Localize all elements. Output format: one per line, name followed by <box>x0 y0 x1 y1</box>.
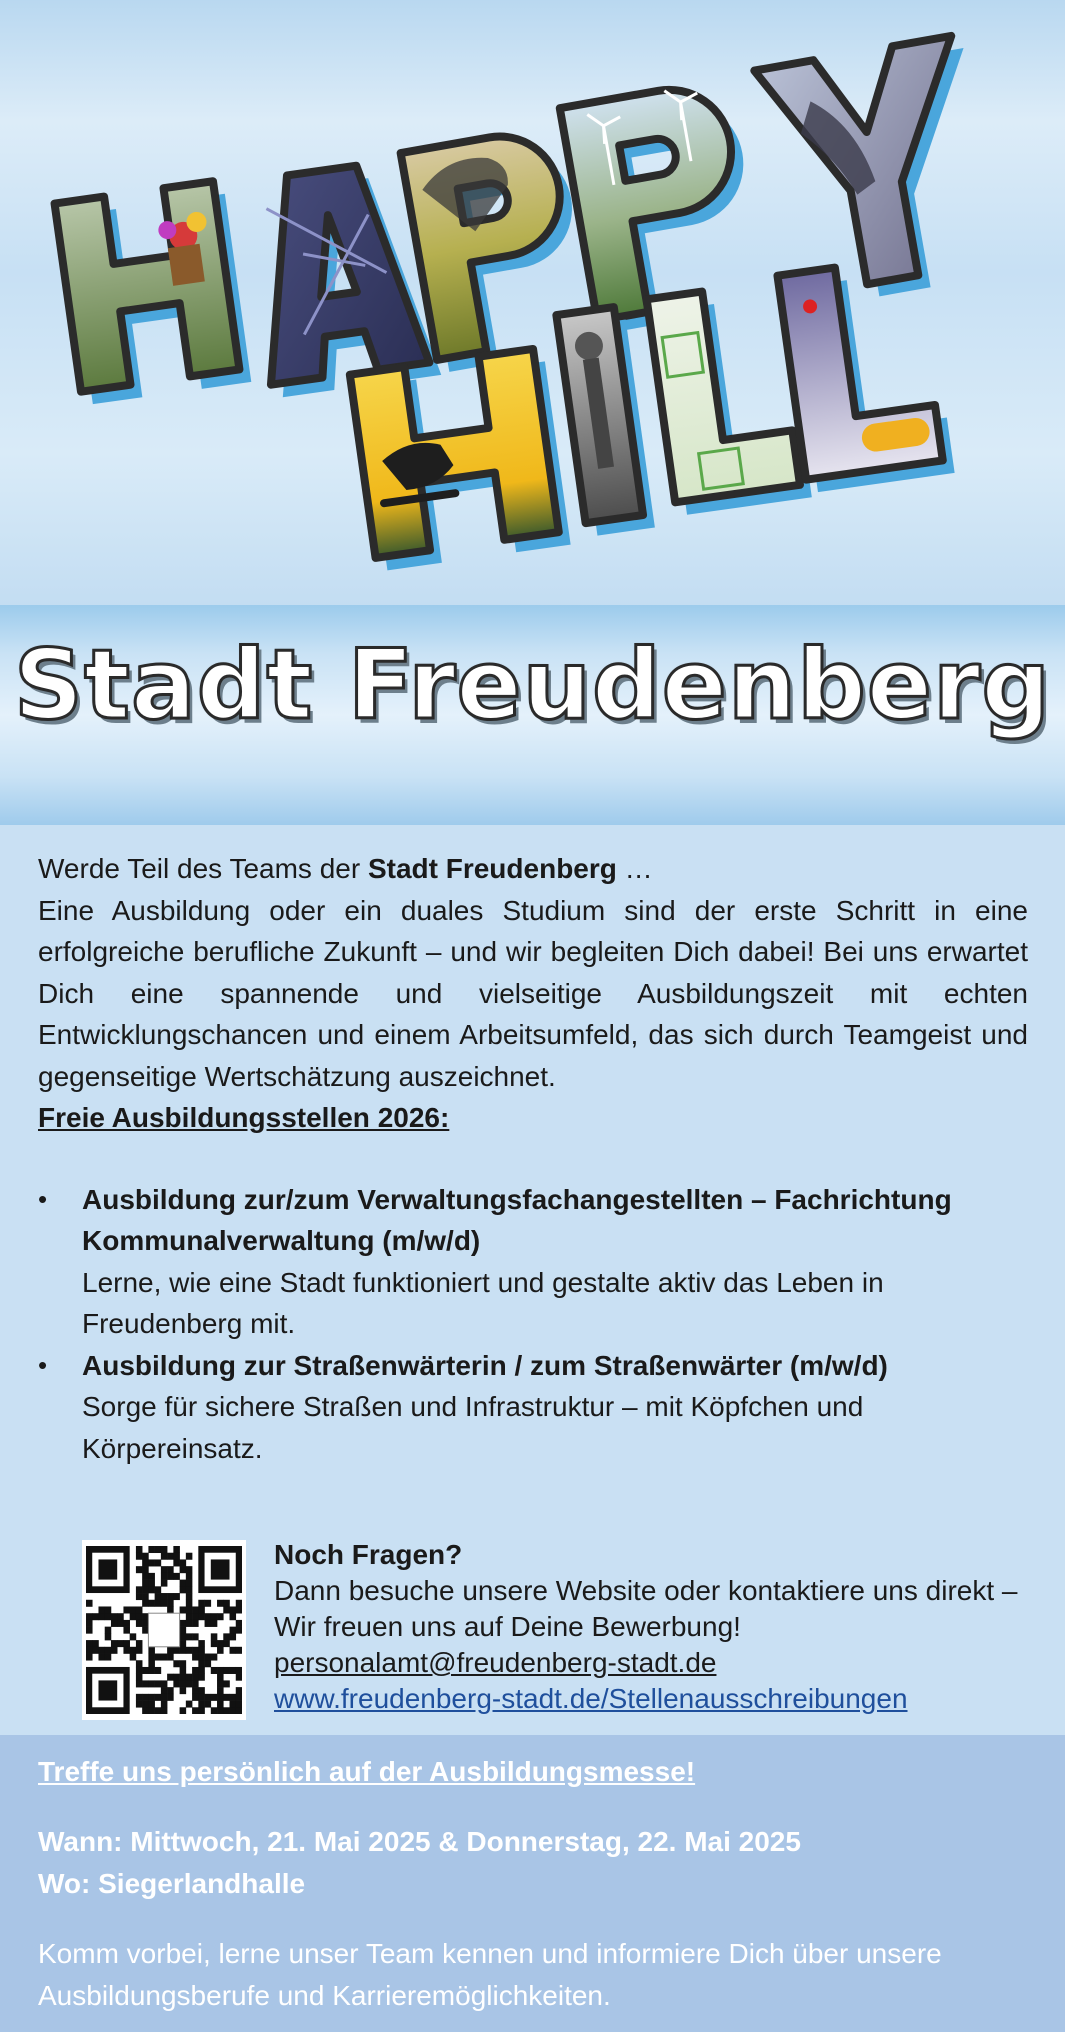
city-title-band <box>0 605 1065 825</box>
list-item <box>38 1345 1028 1470</box>
intro-lead-suffix: … <box>616 853 653 884</box>
contact-text <box>274 1537 1044 1717</box>
positions-list <box>38 1179 1028 1470</box>
happy-hill-hero <box>0 0 1065 605</box>
position-title: Ausbildung zur/zum Verwaltungsfachangestellten – Fachrichtung Kommunalverwaltung (m/w/d) <box>82 1183 952 1256</box>
website-link[interactable]: www.freudenberg-stadt.de/Stellenausschreibungen <box>274 1683 908 1714</box>
fair-date: Wann: Mittwoch, 21. Mai 2025 & Donnerstag, 22. Mai 2025 <box>38 1826 801 1857</box>
intro-paragraph: Eine Ausbildung oder ein duales Studium sind der erste Schritt in eine erfolgreiche berufliche Zukunft – und wir begleiten Dich dabei! Bei uns erwartet Dich eine spannende und vielseitige Ausbildungszeit mit echten Entwicklungschancen und einem Arbeitsumfeld, das sich durch Teamgeist und gegenseitige Wertschätzung auszeichnet. <box>38 894 1028 1092</box>
letter-i-statue <box>556 306 655 537</box>
position-title: Ausbildung zur Straßenwärterin / zum Straßenwärter (m/w/d) <box>82 1349 888 1381</box>
position-description: Lerne, wie eine Stadt funktioniert und gestalte aktiv das Leben in Freudenberg mit. <box>82 1266 884 1339</box>
bullet: • <box>38 1349 48 1380</box>
fair-text: Komm vorbei, lerne unser Team kennen und informiere Dich über unsere Ausbildungsberufe und Karrieremöglichkeiten. <box>38 1938 942 2011</box>
position-description: Sorge für sichere Straßen und Infrastruktur – mit Köpfchen und Körpereinsatz. <box>82 1391 864 1464</box>
bullet: • <box>38 1183 48 1214</box>
fair-location: Wo: Siegerlandhalle <box>38 1868 306 1899</box>
letter-h-flowers <box>55 180 252 406</box>
email-link[interactable]: personalamt@freudenberg-stadt.de <box>274 1647 717 1678</box>
contact-section <box>82 1537 1042 1722</box>
qr-code[interactable] <box>82 1540 246 1720</box>
letter-l-gaming <box>777 255 954 493</box>
city-title: Stadt Freudenberg <box>13 629 1052 741</box>
job-fair-section <box>0 1735 1065 2032</box>
main-content <box>38 848 1028 1469</box>
questions-text: Dann besuche unsere Website oder kontaktiere uns direkt – Wir freuen uns auf Deine Bewerbung! <box>274 1575 1018 1642</box>
questions-heading: Noch Fragen? <box>274 1539 463 1570</box>
positions-heading: Freie Ausbildungsstellen 2026: <box>38 1102 450 1133</box>
intro-lead <box>38 848 1028 890</box>
list-item <box>38 1179 1028 1345</box>
qr-code-icon <box>86 1546 242 1714</box>
intro-lead-prefix: Werde Teil des Teams der <box>38 853 368 884</box>
letter-y-skater <box>754 34 1003 311</box>
letter-h-skateboard <box>350 348 571 572</box>
fair-heading: Treffe uns persönlich auf der Ausbildungsmesse! <box>38 1756 696 1787</box>
intro-lead-bold: Stadt Freudenberg <box>367 853 617 884</box>
happy-hill-illustration <box>0 0 1065 605</box>
